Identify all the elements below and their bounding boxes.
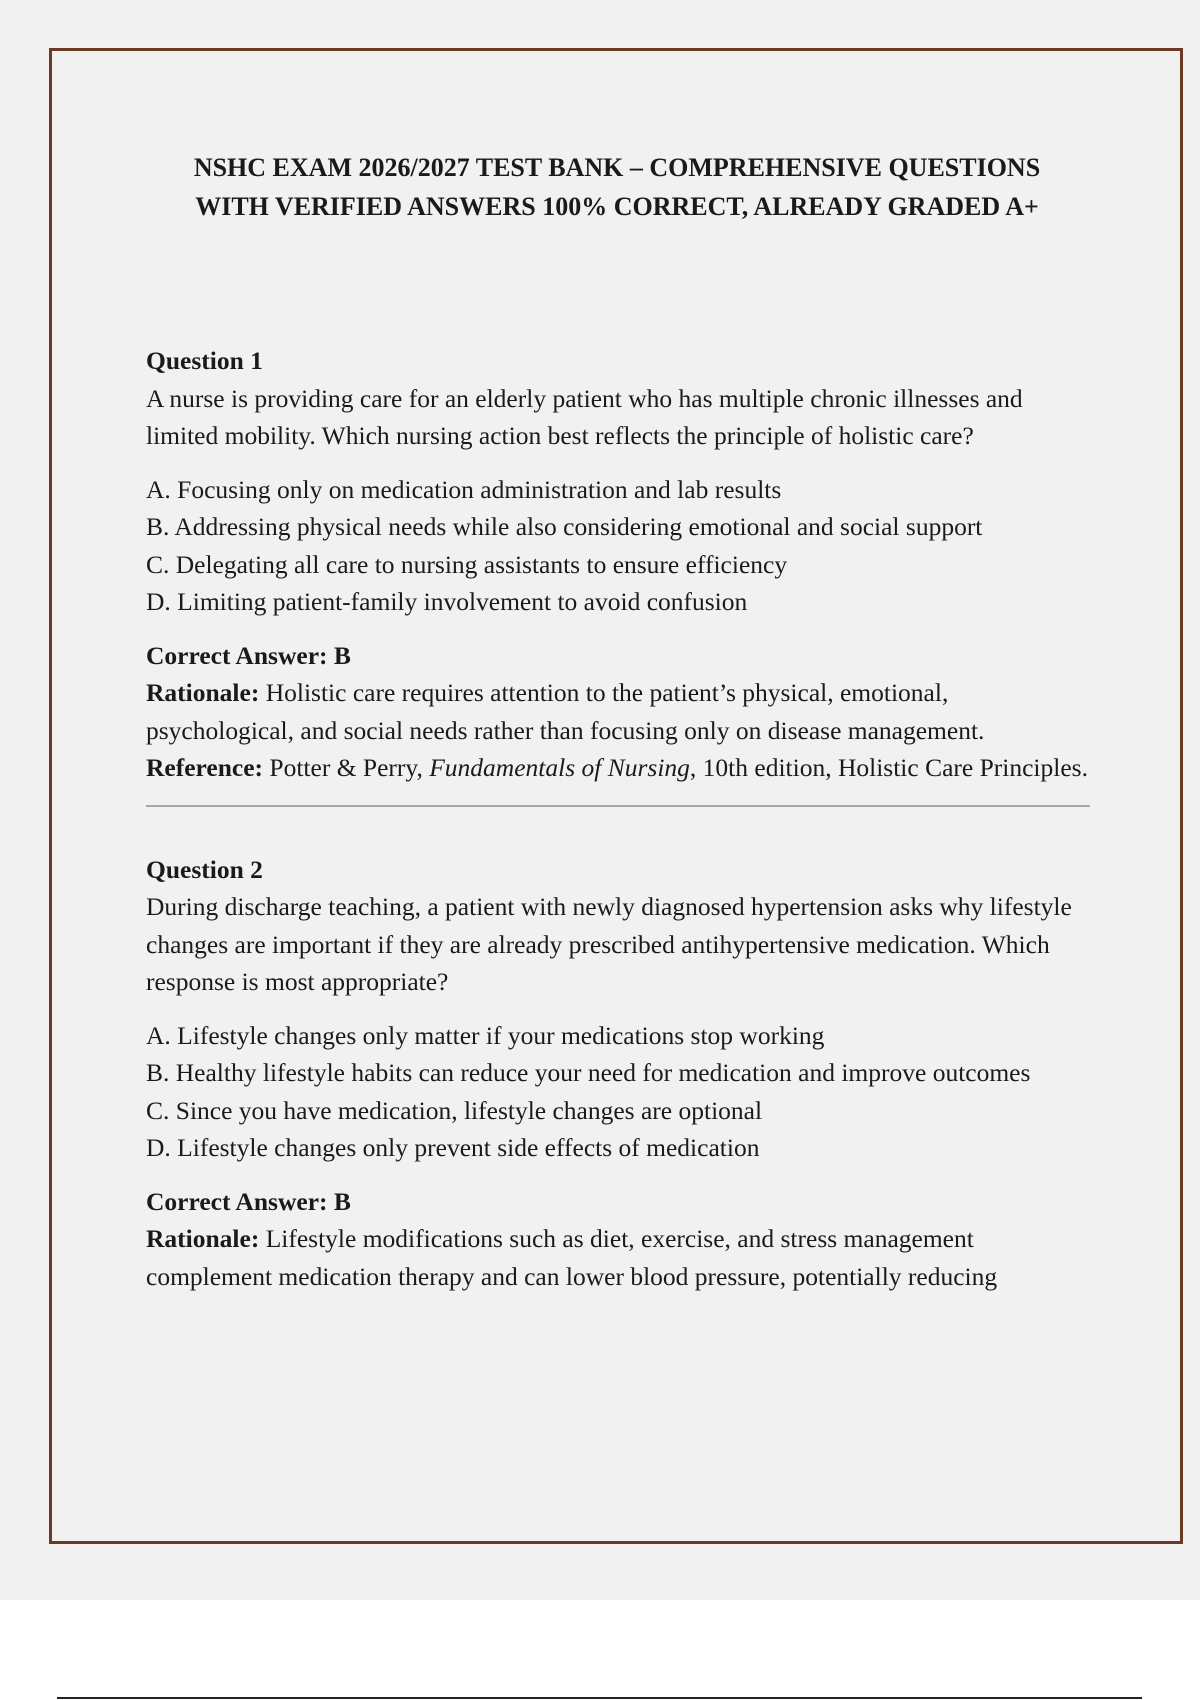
question-1-block — [146, 342, 1090, 787]
question-2-stem: During discharge teaching, a patient with newly diagnosed hypertension asks why lifestyle changes are important if they are already prescribed antihypertensive medication. Which response is most appropriate? — [146, 892, 1072, 996]
question-2-option-a: A. Lifestyle changes only matter if your medications stop working — [146, 1020, 825, 1050]
reference-label: Reference: — [146, 753, 264, 782]
question-1-option-b: B. Addressing physical needs while also considering emotional and social support — [146, 512, 983, 541]
question-2-correct-answer: Correct Answer: B — [146, 1186, 351, 1216]
rationale-label: Rationale: — [146, 1224, 260, 1253]
document-content — [146, 342, 1090, 1295]
question-2-heading: Question 2 — [146, 854, 263, 884]
question-1-reference — [146, 749, 1090, 787]
question-1-rationale — [146, 674, 1090, 749]
document-title — [0, 148, 1200, 226]
question-1-option-a: A. Focusing only on medication administration and lab results — [146, 474, 782, 504]
document-title-line-1: NSHC EXAM 2026/2027 TEST BANK – COMPREHENSIVE QUESTIONS — [193, 153, 1041, 182]
question-1-heading: Question 1 — [146, 346, 263, 375]
question-2-block — [146, 851, 1090, 1296]
question-1-correct-answer: Correct Answer: B — [146, 640, 351, 670]
question-1-option-c: C. Delegating all care to nursing assistants to ensure efficiency — [146, 549, 788, 579]
reference-suffix: , 10th edition, Holistic Care Principles. — [689, 753, 1088, 782]
document-title-line-2: WITH VERIFIED ANSWERS 100% CORRECT, ALREADY GRADED A+ — [195, 192, 1039, 221]
rationale-text: Holistic care requires attention to the patient’s physical, emotional, psychological, and social needs rather than focusing only on disease management. — [146, 678, 985, 745]
question-1-stem: A nurse is providing care for an elderly patient who has multiple chronic illnesses and limited mobility. Which nursing action best reflects the principle of holistic care? — [146, 383, 1023, 450]
question-1-option-d: D. Limiting patient-family involvement to avoid confusion — [146, 587, 748, 616]
footer-rule — [57, 1697, 1142, 1699]
section-divider — [146, 805, 1090, 807]
rationale-text: Lifestyle modifications such as diet, exercise, and stress management complement medication therapy and can lower blood pressure, potentially reducing — [146, 1224, 998, 1291]
question-2-option-b: B. Healthy lifestyle habits can reduce your need for medication and improve outcomes — [146, 1058, 1031, 1087]
question-2-option-d: D. Lifestyle changes only prevent side effects of medication — [146, 1133, 760, 1162]
reference-book-title: Fundamentals of Nursing — [429, 753, 690, 782]
question-2-rationale — [146, 1220, 1090, 1295]
rationale-label: Rationale: — [146, 678, 260, 707]
question-2-option-c: C. Since you have medication, lifestyle changes are optional — [146, 1095, 763, 1125]
reference-prefix: Potter & Perry, — [263, 753, 430, 782]
